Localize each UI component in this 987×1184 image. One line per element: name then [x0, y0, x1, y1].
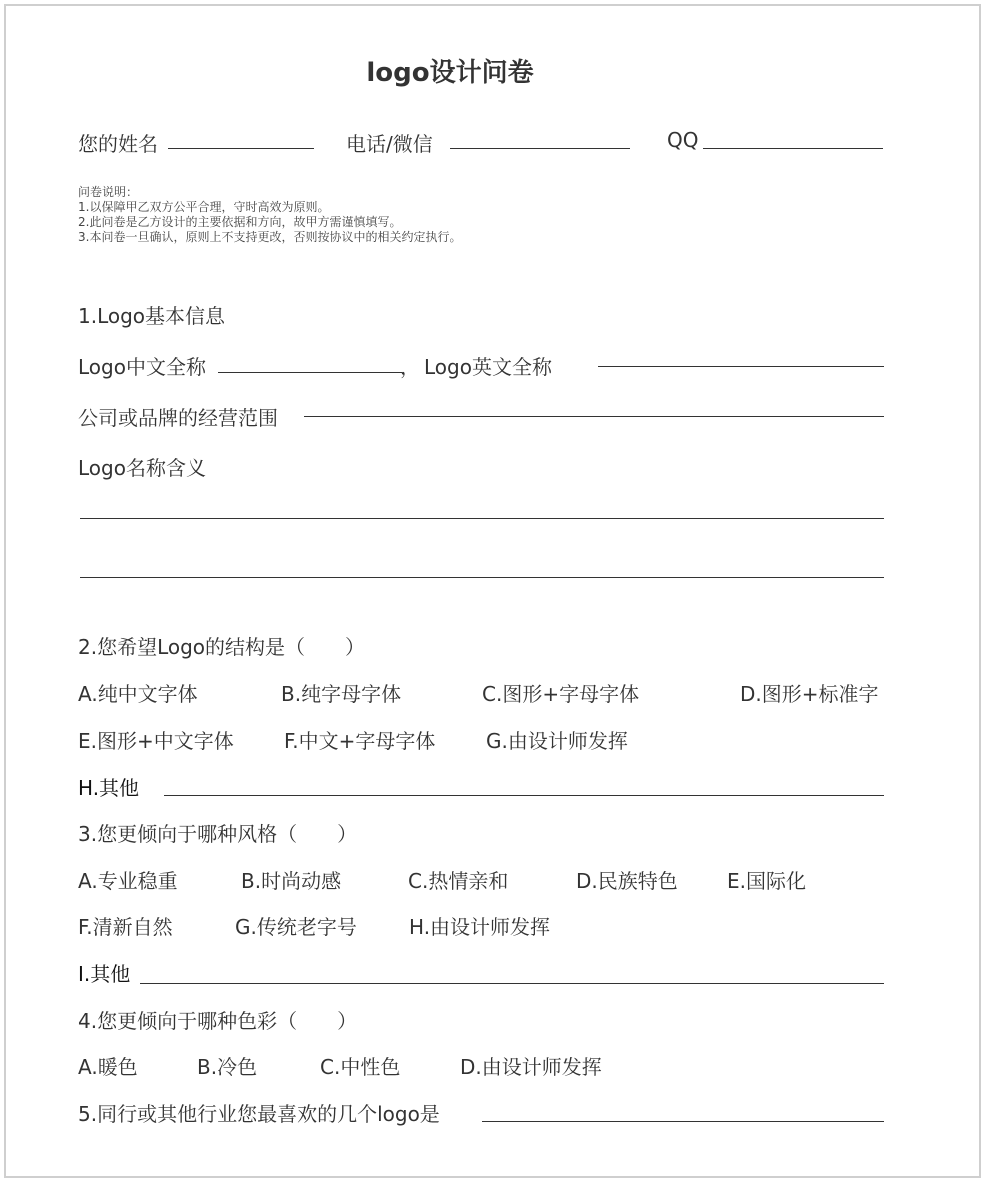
- q2-option-e[interactable]: E.图形+中文字体: [78, 729, 234, 753]
- q2-option-d[interactable]: D.图形+标准字: [740, 682, 879, 706]
- comma: ，: [400, 355, 420, 379]
- phone-label: 电话/微信: [346, 132, 433, 156]
- notes-heading: 问卷说明：: [78, 185, 139, 199]
- q3-option-b[interactable]: B.时尚动感: [241, 869, 342, 893]
- name-label: 您的姓名: [78, 132, 158, 156]
- q2-question: 2.您希望Logo的结构是（ ）: [78, 635, 366, 659]
- phone-field[interactable]: [450, 148, 630, 149]
- qq-label: QQ: [667, 128, 699, 152]
- q3-other-label: I.其他: [78, 962, 131, 986]
- q2-option-a[interactable]: A.纯中文字体: [78, 682, 198, 706]
- q4-option-b[interactable]: B.冷色: [197, 1055, 258, 1079]
- q3-option-d[interactable]: D.民族特色: [576, 869, 678, 893]
- cn-name-field[interactable]: [218, 372, 402, 373]
- q3-option-h[interactable]: H.由设计师发挥: [409, 915, 551, 939]
- meaning-label: Logo名称含义: [78, 456, 206, 480]
- q4-option-c[interactable]: C.中性色: [320, 1055, 401, 1079]
- q2-option-g[interactable]: G.由设计师发挥: [486, 729, 628, 753]
- q2-option-c[interactable]: C.图形+字母字体: [482, 682, 640, 706]
- q2-other-field[interactable]: [164, 795, 884, 796]
- q4-option-d[interactable]: D.由设计师发挥: [460, 1055, 602, 1079]
- en-name-field[interactable]: [598, 366, 884, 367]
- q4-question: 4.您更倾向于哪种色彩（ ）: [78, 1009, 358, 1033]
- q3-other-field[interactable]: [140, 983, 884, 984]
- notes-item-1: 1.以保障甲乙双方公平合理，守时高效为原则。: [78, 200, 330, 214]
- business-scope-label: 公司或品牌的经营范围: [78, 406, 278, 430]
- q5-question: 5.同行或其他行业您最喜欢的几个logo是: [78, 1102, 440, 1126]
- q3-option-a[interactable]: A.专业稳重: [78, 869, 178, 893]
- name-field[interactable]: [168, 148, 314, 149]
- q3-option-g[interactable]: G.传统老字号: [235, 915, 357, 939]
- q4-option-a[interactable]: A.暖色: [78, 1055, 138, 1079]
- q2-option-f[interactable]: F.中文+字母字体: [284, 729, 436, 753]
- qq-field[interactable]: [703, 148, 883, 149]
- notes-item-3: 3.本问卷一旦确认，原则上不支持更改，否则按协议中的相关约定执行。: [78, 230, 462, 244]
- section1-heading: 1.Logo基本信息: [78, 304, 226, 328]
- q3-option-e[interactable]: E.国际化: [727, 869, 806, 893]
- en-name-label: Logo英文全称: [424, 355, 552, 379]
- meaning-field-line-2[interactable]: [80, 577, 884, 578]
- q3-question: 3.您更倾向于哪种风格（ ）: [78, 822, 358, 846]
- business-scope-field[interactable]: [304, 416, 884, 417]
- q2-other-label: H.其他: [78, 776, 140, 800]
- q3-option-c[interactable]: C.热情亲和: [408, 869, 509, 893]
- q3-option-f[interactable]: F.清新自然: [78, 915, 173, 939]
- q5-answer-field[interactable]: [482, 1121, 884, 1122]
- cn-name-label: Logo中文全称: [78, 355, 206, 379]
- meaning-field-line-1[interactable]: [80, 518, 884, 519]
- q2-option-b[interactable]: B.纯字母字体: [281, 682, 402, 706]
- questionnaire-sheet: [4, 4, 981, 1178]
- notes-item-2: 2.此问卷是乙方设计的主要依据和方向，故甲方需谨慎填写。: [78, 215, 402, 229]
- page-title: logo设计问卷: [366, 58, 534, 88]
